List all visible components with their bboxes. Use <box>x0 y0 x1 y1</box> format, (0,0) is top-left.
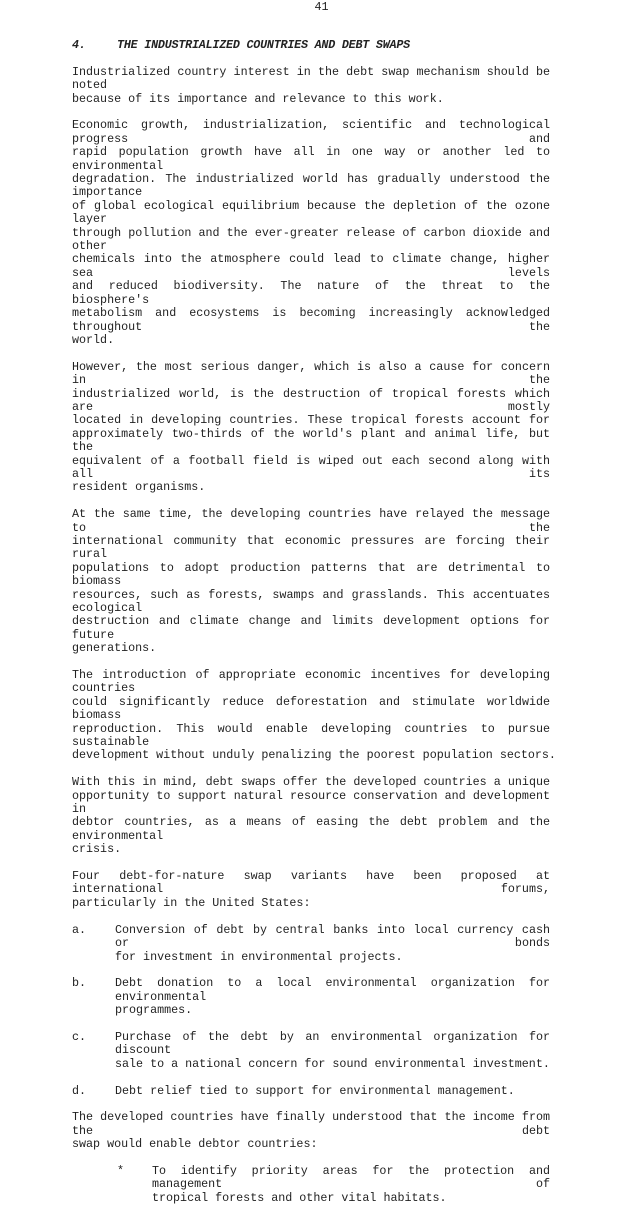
paragraph <box>72 870 550 910</box>
text-line: equivalent of a football field is wiped out each second along with all its <box>72 453 550 481</box>
section-heading <box>72 39 550 52</box>
list-item <box>72 977 550 1017</box>
list-label: c. <box>72 1029 87 1044</box>
list-label: d. <box>72 1083 87 1098</box>
paragraph <box>72 508 550 655</box>
text-line: rapid population growth have all in one way or another led to environmental <box>72 145 550 173</box>
list-item <box>72 924 550 964</box>
text-line: Industrialized country interest in the debt swap mechanism should be noted <box>72 64 550 93</box>
text-line: for investment in environmental projects. <box>115 949 403 964</box>
text-line: populations to adopt production patterns that are detrimental to biomass <box>72 560 550 589</box>
paragraph <box>72 1111 550 1151</box>
text-line: because of its importance and relevance to this work. <box>72 91 444 106</box>
paragraph <box>72 776 550 856</box>
text-line: international community that economic pressures are forcing their rural <box>72 533 550 562</box>
text-line: To identify priority areas for the protection and management of <box>152 1163 550 1192</box>
text-line: metabolism and ecosystems is becoming increasingly acknowledged throughout the <box>72 306 550 334</box>
text-line: With this in mind, debt swaps offer the developed countries a unique <box>72 775 550 790</box>
text-line: At the same time, the developing countries have relayed the message to the <box>72 507 550 535</box>
paragraph <box>72 66 550 106</box>
list-text <box>115 924 550 964</box>
text-line: The developed countries have finally understood that the income from the debt <box>72 1110 550 1138</box>
list-text <box>115 1031 550 1071</box>
text-line: sale to a national concern for sound environmental investment. <box>115 1056 550 1071</box>
section-title: THE INDUSTRIALIZED COUNTRIES AND DEBT SWAPS <box>117 38 410 52</box>
text-line: However, the most serious danger, which is also a cause for concern in the <box>72 359 550 388</box>
text-line: Economic growth, industrialization, scientific and technological progress and <box>72 118 550 146</box>
text-line: swap would enable debtor countries: <box>72 1137 318 1152</box>
text-line: opportunity to support natural resource conservation and development in <box>72 788 550 817</box>
text-line: resident organisms. <box>72 480 206 495</box>
text-line: chemicals into the atmosphere could lead to climate change, higher sea levels <box>72 252 550 280</box>
text-line: crisis. <box>72 842 122 857</box>
text-line: reproduction. This would enable developing countries to pursue sustainable <box>72 721 550 750</box>
text-line: programmes. <box>115 1003 193 1018</box>
list-label: a. <box>72 922 87 937</box>
list-item <box>72 1031 550 1071</box>
text-line: industrialized world, is the destruction of tropical forests which are mostly <box>72 386 550 414</box>
blocks <box>72 64 556 1205</box>
text-line: degradation. The industrialized world has gradually understood the importance <box>72 172 550 200</box>
section-number: 4. <box>72 38 86 52</box>
page-number: 41 <box>314 0 329 14</box>
list-text <box>115 1085 550 1098</box>
text-line: and reduced biodiversity. The nature of the threat to the biosphere's <box>72 279 550 307</box>
text-line: Purchase of the debt by an environmental organization for discount <box>115 1029 550 1058</box>
text-line: Conversion of debt by central banks into local currency cash or bonds <box>115 922 550 951</box>
paragraph <box>72 119 550 347</box>
bullet-item <box>117 1165 550 1205</box>
text-line: debtor countries, as a means of easing the debt problem and the environmental <box>72 815 550 843</box>
text-line: particularly in the United States: <box>72 895 311 910</box>
text-line: The introduction of appropriate economic incentives for developing countries <box>72 668 550 696</box>
text-line: Four debt-for-nature swap variants have been proposed at international forums, <box>72 869 550 897</box>
text-line: resources, such as forests, swamps and grasslands. This accentuates ecological <box>72 587 550 615</box>
paragraph <box>72 361 550 495</box>
text-line: destruction and climate change and limits development options for future <box>72 614 550 642</box>
text-line: generations. <box>72 641 157 656</box>
text-line: Debt donation to a local environmental organization for environmental <box>115 976 550 1004</box>
text-line: located in developing countries. These tropical forests account for <box>72 413 550 428</box>
text-line: could significantly reduce deforestation and stimulate worldwide biomass <box>72 694 550 723</box>
list-label: b. <box>72 976 87 991</box>
text-line: development without unduly penalizing the poorest population sectors. <box>72 748 556 763</box>
document-body <box>72 38 556 1219</box>
list-text <box>152 1165 550 1205</box>
text-line: world. <box>72 332 115 347</box>
text-line: through pollution and the ever-greater release of carbon dioxide and other <box>72 225 550 254</box>
paragraph <box>72 668 556 763</box>
list-text <box>115 977 550 1017</box>
text-line: tropical forests and other vital habitats. <box>152 1190 447 1205</box>
list-item <box>72 1085 550 1098</box>
text-line: Debt relief tied to support for environmental management. <box>115 1083 515 1098</box>
text-line: of global ecological equilibrium because the depletion of the ozone layer <box>72 198 550 227</box>
bullet-icon: * <box>117 1163 125 1178</box>
text-line: approximately two-thirds of the world's plant and animal life, but the <box>72 426 550 455</box>
